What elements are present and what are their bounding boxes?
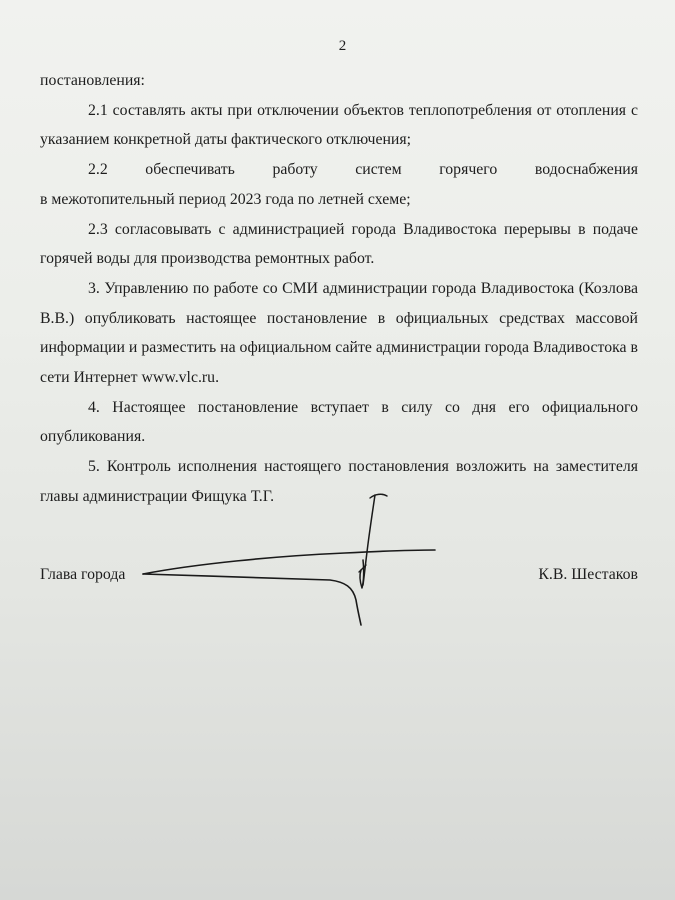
signatory-name: К.В. Шестаков (538, 566, 638, 583)
paragraph-2-2-continued: в межотопительный период 2023 года по летней схеме; (40, 190, 411, 208)
paragraph-2-1: 2.1 составлять акты при отключении объектов теплопотребления от отопления с указанием конкретной даты фактического отключения; (40, 101, 638, 149)
paragraph-2-3: 2.3 согласовывать с администрацией города Владивостока перерывы в подаче горячей воды для производства ремонтных работ. (40, 220, 638, 268)
paragraph-continuation: постановления: (40, 72, 145, 89)
paragraph-2-2: 2.2 обеспечивать работу систем горячего водоснабжения (88, 161, 638, 179)
paragraph-5: 5. Контроль исполнения настоящего постановления возложить на заместителя главы администрации Фищука Т.Г. (40, 458, 638, 505)
signatory-title: Глава города (40, 566, 126, 583)
handwritten-signature (125, 490, 445, 640)
paragraph-3: 3. Управлению по работе со СМИ администрации города Владивостока (Козлова В.В.) опубликовать настоящее постановление в официальных средствах массовой информации и разместить на официальном сайте администрации города Владивостока в сети Интернет www.vlc.ru. (40, 279, 638, 387)
document-body (40, 66, 638, 512)
paragraph-4: 4. Настоящее постановление вступает в силу со дня его официального опубликования. (40, 398, 638, 446)
page-number: 2 (338, 38, 347, 54)
